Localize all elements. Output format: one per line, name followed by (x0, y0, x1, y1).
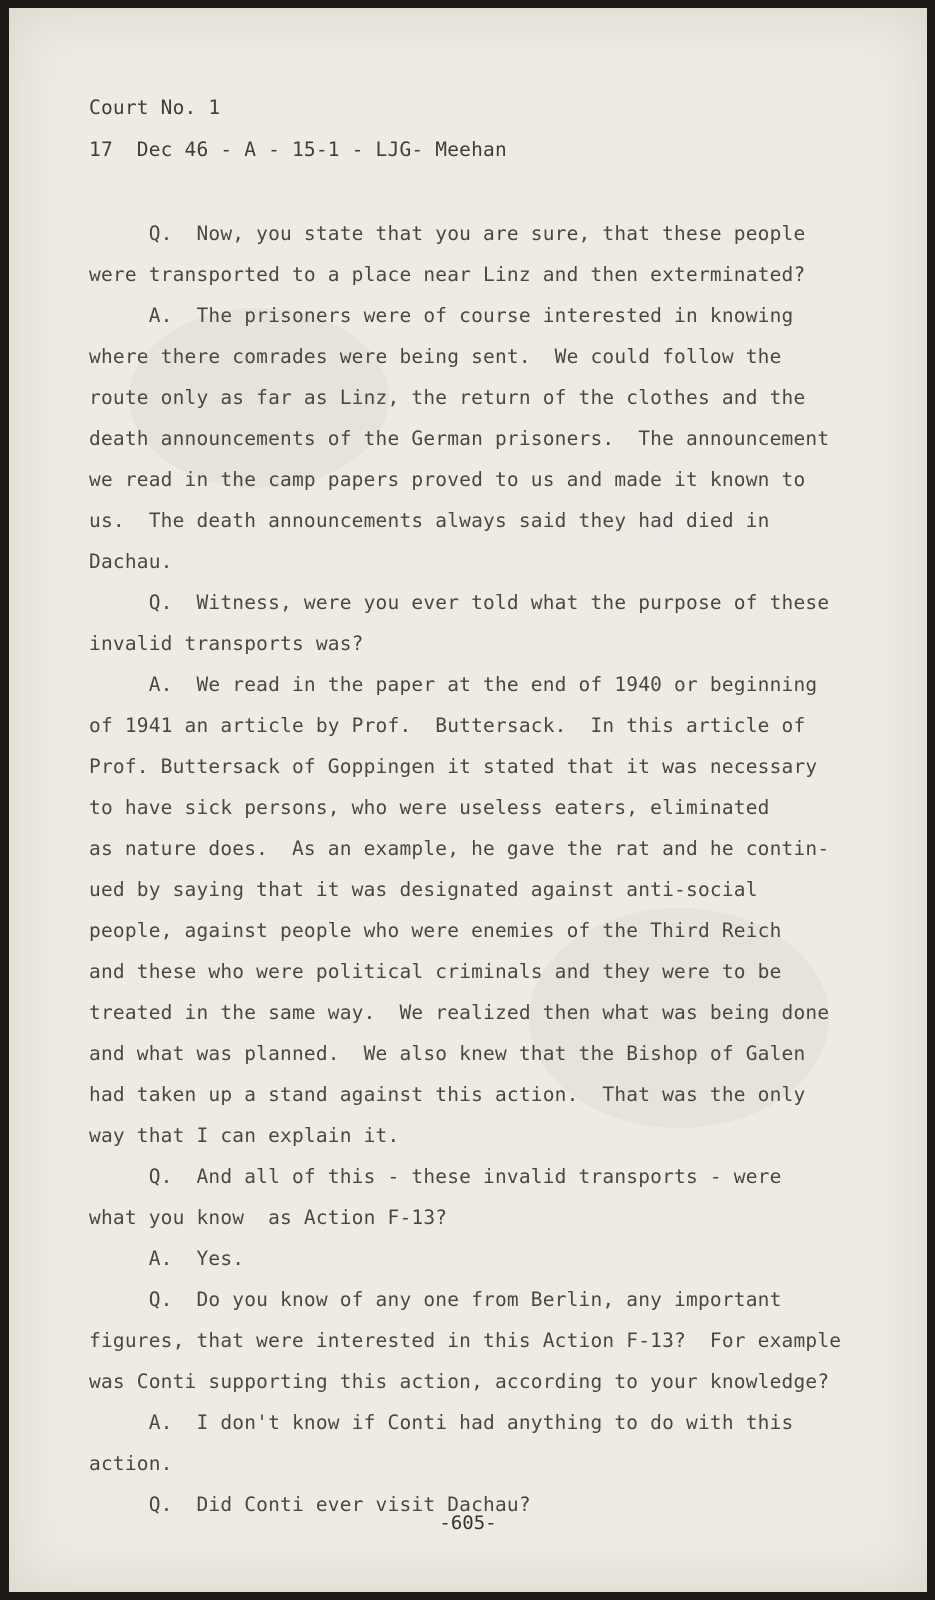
transcript-line: as nature does. As an example, he gave the rat and he contin- (89, 837, 830, 860)
transcript-line: death announcements of the German prisoners. The announcement (89, 427, 830, 450)
transcript-line: to have sick persons, who were useless eaters, eliminated (89, 796, 770, 819)
transcript-line: we read in the camp papers proved to us and made it known to (89, 468, 806, 491)
transcript-line: A. Yes. (89, 1247, 245, 1270)
court-heading: Court No. 1 (89, 96, 221, 119)
session-heading: 17 Dec 46 - A - 15-1 - LJG- Meehan (89, 138, 507, 161)
document-page (9, 8, 927, 1592)
transcript-line: of 1941 an article by Prof. Buttersack. In this article of (89, 714, 806, 737)
transcript-line: Q. Do you know of any one from Berlin, any important (89, 1288, 782, 1311)
transcript-line: A. We read in the paper at the end of 1940 or beginning (89, 673, 818, 696)
transcript-line: and these who were political criminals and they were to be (89, 960, 782, 983)
transcript-line: us. The death announcements always said they had died in (89, 509, 770, 532)
transcript-line: action. (89, 1452, 173, 1475)
transcript-line: treated in the same way. We realized then what was being done (89, 1001, 830, 1024)
transcript-line: where there comrades were being sent. We could follow the (89, 345, 782, 368)
transcript-line: route only as far as Linz, the return of the clothes and the (89, 386, 806, 409)
transcript-line: way that I can explain it. (89, 1124, 400, 1147)
transcript-line: was Conti supporting this action, according to your knowledge? (89, 1370, 830, 1393)
page-number: -605- (439, 1512, 497, 1534)
transcript-line: what you know as Action F-13? (89, 1206, 448, 1229)
transcript-line: Q. And all of this - these invalid transports - were (89, 1165, 782, 1188)
transcript-line: Prof. Buttersack of Goppingen it stated that it was necessary (89, 755, 818, 778)
transcript-line: Dachau. (89, 550, 173, 573)
transcript-line: Q. Now, you state that you are sure, that these people (89, 222, 806, 245)
transcript-line: A. I don't know if Conti had anything to do with this (89, 1411, 794, 1434)
transcript-line: people, against people who were enemies of the Third Reich (89, 919, 782, 942)
transcript-line: were transported to a place near Linz and then exterminated? (89, 263, 806, 286)
transcript-line: invalid transports was? (89, 632, 364, 655)
transcript-line: ued by saying that it was designated against anti-social (89, 878, 758, 901)
transcript-line: Q. Witness, were you ever told what the purpose of these (89, 591, 830, 614)
transcript-line: had taken up a stand against this action. That was the only (89, 1083, 806, 1106)
transcript-line: and what was planned. We also knew that the Bishop of Galen (89, 1042, 806, 1065)
transcript-line: Q. Did Conti ever visit Dachau? (89, 1493, 531, 1516)
transcript-line: A. The prisoners were of course interested in knowing (89, 304, 794, 327)
transcript-line: figures, that were interested in this Action F-13? For example (89, 1329, 842, 1352)
